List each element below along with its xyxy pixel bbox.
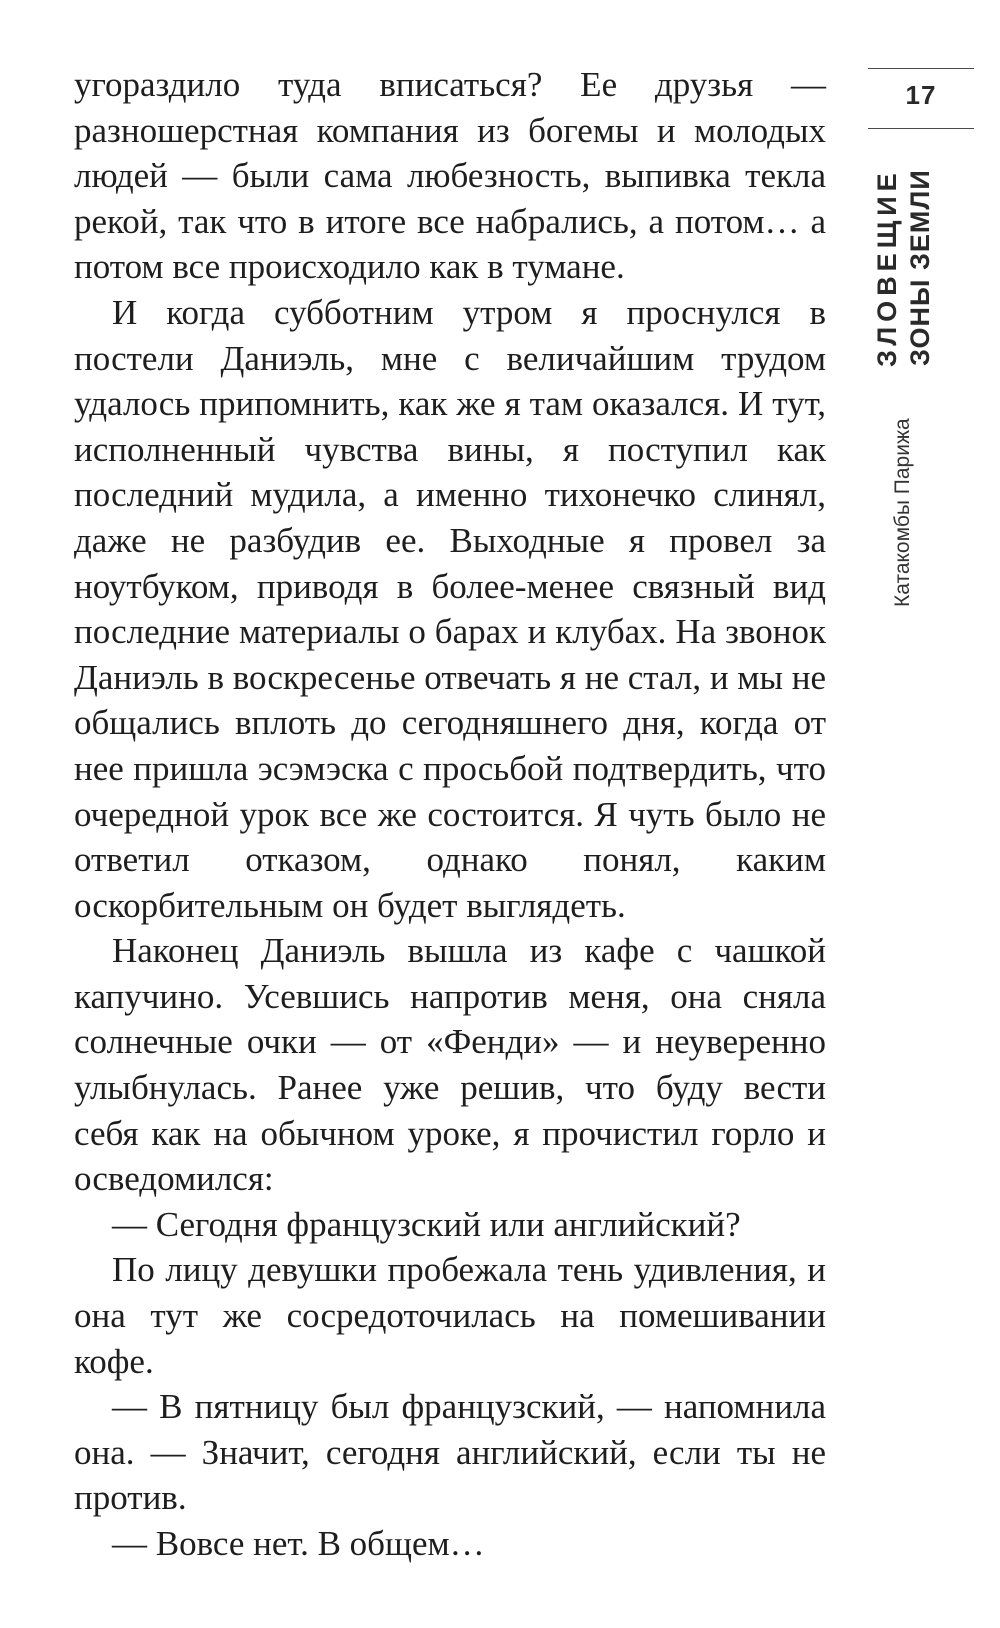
paragraph: И когда субботним утром я проснулся в постели Даниэль, мне с величайшим трудом удалось припомнить, как же я там оказался. И тут, исполненный чувства вины, я поступил как последний мудила, а именно тихонечко слинял, даже не разбудив ее. Выходные я провел за ноутбуком, приводя в более-менее связный вид последние материалы о барах и клубах. На звонок Даниэль в воскресенье отвечать я не стал, и мы не общались вплоть до сегодняшнего дня, когда от нее пришла эсэмэска с просьбой подтвердить, что очередной урок все же состоится. Я чуть было не ответил отказом, однако понял, каким оскорбительным он будет выглядеть. [74,292,826,925]
dialogue-line: — В пятницу был французский, — напомнила она. — Значит, сегодня английский, если ты не против. [74,1387,826,1518]
page-number: 17 [905,80,937,110]
dialogue-line: — Сегодня французский или английский? [112,1204,741,1244]
chapter-title: Катакомбы Парижа [891,418,914,607]
paragraph: угораздило туда вписаться? Ее друзья — разношерстная компания из богемы и молодых людей — были сама любезность, выпивка текла рекой, так что в итоге все набрались, а потом… а потом все происходило как в тумане. [74,65,826,287]
series-title-line2: ЗОНЫ ЗЕМЛИ [905,169,935,367]
body-text [74,62,826,1567]
dialogue-line: — Вовсе нет. В общем… [112,1524,485,1563]
header-rule-top [868,68,974,69]
paragraph: По лицу девушки пробежала тень удивления, и она тут же сосредоточилась на помешивании кофе. [74,1250,826,1381]
header-rule-bottom [868,128,974,129]
paragraph: Наконец Даниэль вышла из кафе с чашкой капучино. Усевшись напротив меня, она сняла солнечные очки — от «Фенди» — и неуверенно улыбнулась. Ранее уже решив, что буду вести себя как на обычном уроке, я прочистил горло и осведомился: [74,931,826,1199]
series-title-line1: ЗЛОВЕЩИЕ [872,168,902,368]
